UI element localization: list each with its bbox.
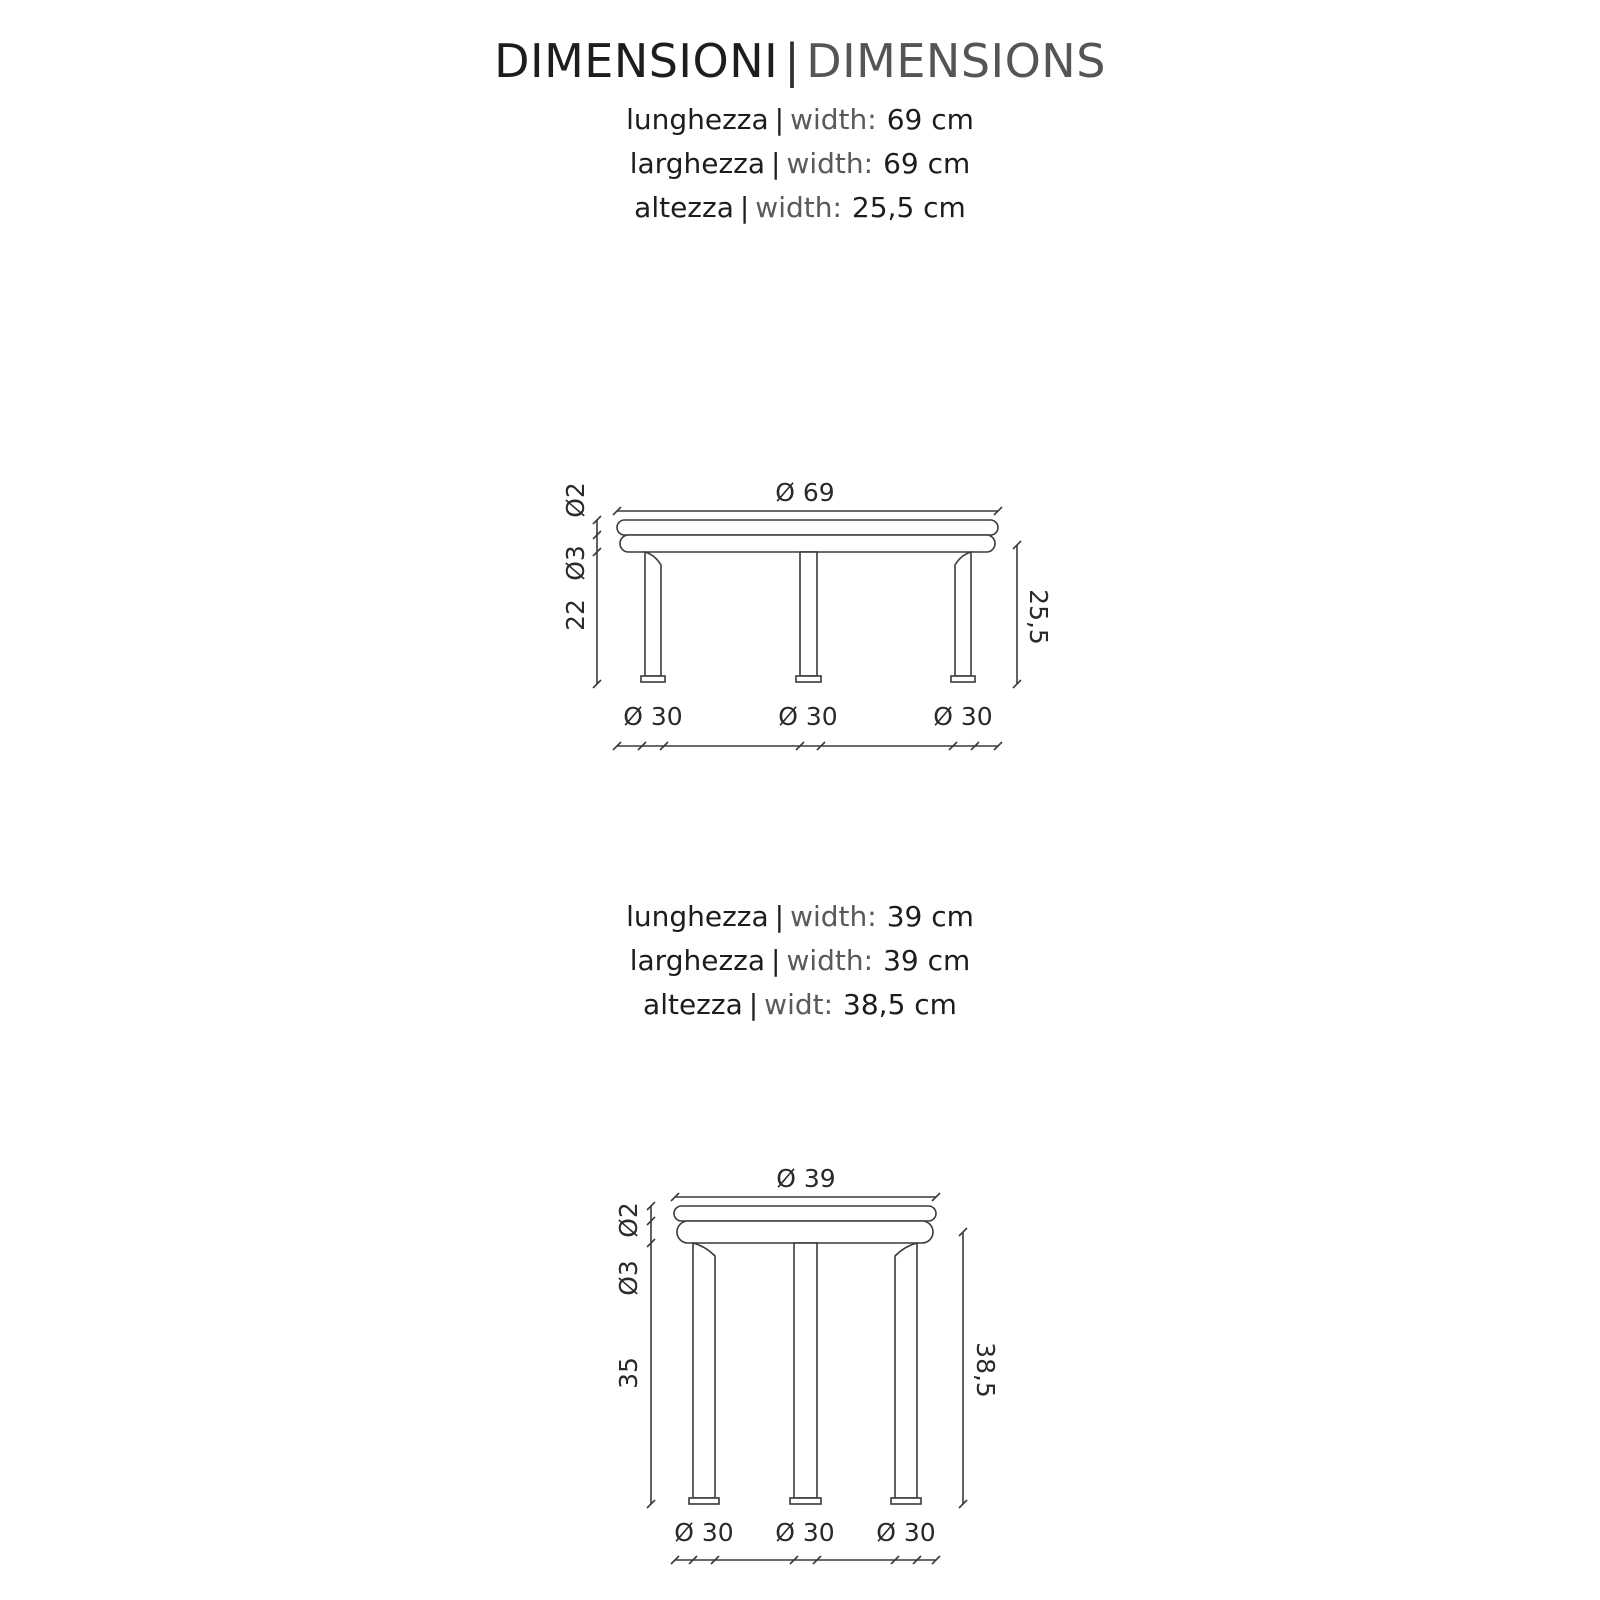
spec-value: 25,5 cm [851,191,966,224]
dim-rim-thickness: Ø3 [561,545,590,581]
title-italian: DIMENSIONI [494,34,779,88]
table-leg-center [800,552,817,676]
title-separator: | [784,34,801,88]
leg-foot [689,1498,719,1504]
spec-value: 38,5 cm [843,988,957,1021]
spec-label-it: altezza [634,191,734,224]
spec-separator: | [748,988,759,1021]
spec-label-en: width: [786,944,874,977]
spec-label-en: width: [790,900,877,933]
title-english: DIMENSIONS [806,34,1106,88]
dim-total-height: 38,5 [971,1342,1000,1398]
leg-foot [891,1498,921,1504]
spec-label-it: larghezza [629,944,765,977]
dim-leg-diameter: Ø 30 [876,1518,936,1547]
spec-separator: | [771,944,781,977]
table-leg-left [693,1243,715,1498]
spec-width [0,939,1600,983]
spec-height [0,186,1600,230]
leg-foot [641,676,665,682]
tabletop-upper [674,1206,936,1221]
table-leg-right [895,1243,917,1498]
table-leg-right [955,552,971,676]
spec-length [0,895,1600,939]
large-table-drawing [0,470,1600,760]
table-leg-left [645,552,661,676]
spec-value: 69 cm [883,147,971,180]
spec-label-en: widt: [764,988,834,1021]
small-table-specs [0,895,1600,1027]
table-leg-center [794,1243,817,1498]
spec-label-en: width: [755,191,842,224]
dim-top-diameter: Ø 69 [775,478,835,507]
dim-leg-diameter: Ø 30 [933,702,993,731]
dim-leg-height: 22 [561,599,590,631]
spec-label-it: altezza [643,988,743,1021]
leg-foot [951,676,975,682]
spec-label-it: lunghezza [626,900,769,933]
leg-foot [796,676,821,682]
dim-top-thickness: Ø2 [561,482,590,518]
spec-label-en: width: [790,103,877,136]
spec-separator: | [774,103,785,136]
spec-label-en: width: [786,147,874,180]
spec-separator: | [771,147,781,180]
spec-label-it: larghezza [629,147,765,180]
spec-value: 39 cm [886,900,974,933]
spec-separator: | [739,191,750,224]
page-title [0,34,1600,88]
dim-top-thickness: Ø2 [614,1202,643,1238]
dim-total-height: 25,5 [1024,589,1053,645]
tabletop-lower [620,535,995,552]
dim-leg-diameter: Ø 30 [674,1518,734,1547]
tabletop-lower [677,1221,933,1243]
dim-leg-diameter: Ø 30 [623,702,683,731]
dim-leg-diameter: Ø 30 [778,702,838,731]
spec-width [0,142,1600,186]
large-table-specs [0,98,1600,230]
small-table-drawing [0,1160,1600,1580]
spec-value: 69 cm [886,103,974,136]
spec-value: 39 cm [883,944,971,977]
spec-separator: | [774,900,785,933]
dim-leg-diameter: Ø 30 [775,1518,835,1547]
dim-leg-height: 35 [614,1357,643,1389]
dim-rim-thickness: Ø3 [614,1260,643,1296]
spec-length [0,98,1600,142]
spec-height [0,983,1600,1027]
tabletop-upper [617,520,998,535]
dim-top-diameter: Ø 39 [776,1164,836,1193]
leg-foot [790,1498,821,1504]
spec-label-it: lunghezza [626,103,769,136]
